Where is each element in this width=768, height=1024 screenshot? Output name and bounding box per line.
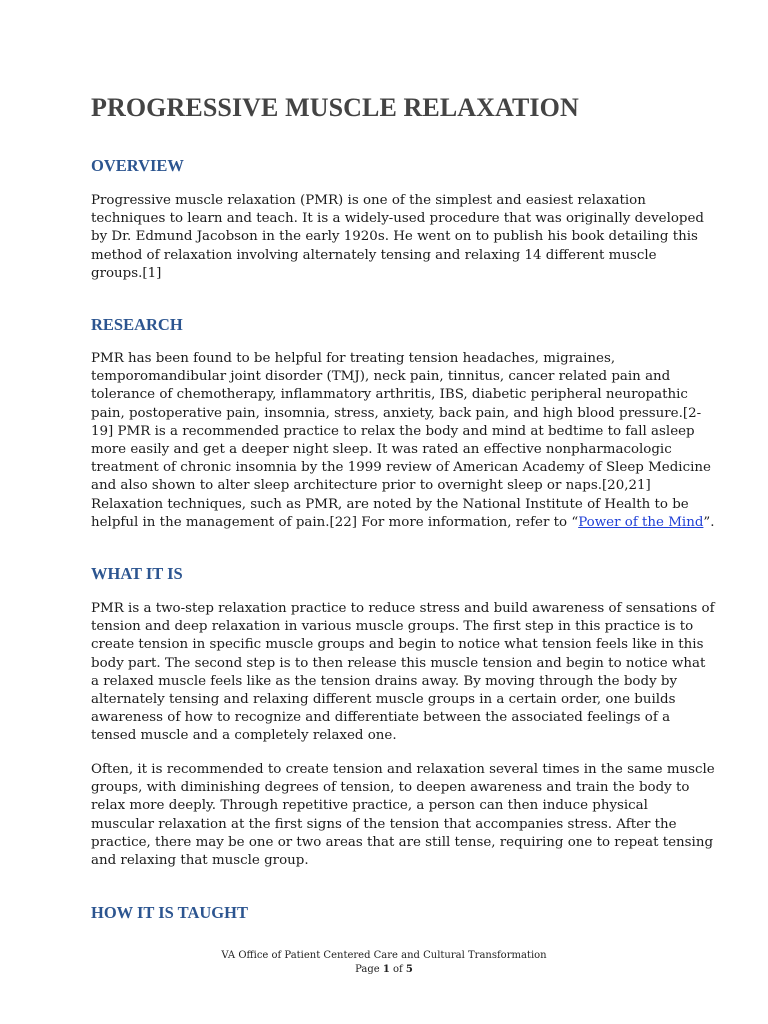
text-line: PMR has been found to be helpful for treating tension headaches, migraines, (91, 351, 616, 366)
text-line: treatment of chronic insomnia by the 1999 review of American Academy of Sleep Medicine (91, 460, 711, 476)
research-heading: RESEARCH (91, 315, 183, 334)
text-line: and also shown to alter sleep architecture prior to overnight sleep or naps.[20,21] (91, 478, 651, 494)
page-total: 5 (405, 964, 413, 975)
text-line: relax more deeply. Through repetitive practice, a person can then induce physical (91, 798, 648, 814)
what-it-is-paragraph-1 (91, 600, 715, 746)
text-line: Often, it is recommended to create tension and relaxation several times in the same muscle (91, 762, 715, 777)
footer-org: VA Office of Patient Centered Care and Cultural Transformation (221, 950, 547, 961)
text-line (91, 514, 715, 532)
page-of-label: of (393, 964, 403, 975)
text-line: body part. The second step is to then release this muscle tension and begin to notice what (91, 655, 706, 671)
text-line: method of relaxation involving alternately tensing and relaxing 14 different muscle (91, 247, 657, 263)
text-line: PMR is a two-step relaxation practice to reduce stress and build awareness of sensations of (91, 601, 715, 616)
power-of-the-mind-link[interactable]: Power of the Mind (578, 514, 704, 530)
overview-paragraph (91, 192, 704, 283)
text-line: tolerance of chemotherapy, inflammatory arthritis, IBS, diabetic peripheral neuropathic (91, 387, 688, 403)
text-fragment: ”. (703, 514, 715, 530)
text-line: awareness of how to recognize and differentiate between the associated feelings of a (91, 710, 671, 726)
overview-heading: OVERVIEW (91, 156, 184, 175)
text-line: muscular relaxation at the first signs of the tension that accompanies stress. After the (91, 816, 677, 832)
text-line: groups.[1] (91, 265, 162, 281)
text-line: Progressive muscle relaxation (PMR) is one of the simplest and easiest relaxation (91, 193, 646, 208)
text-line: tension and deep relaxation in various muscle groups. The first step in this practice is to (91, 619, 694, 635)
footer-page-number (0, 964, 768, 975)
text-line: 19] PMR is a recommended practice to relax the body and mind at bedtime to fall asleep (91, 423, 695, 439)
text-line: tensed muscle and a completely relaxed one. (91, 728, 397, 744)
text-line: and relaxing that muscle group. (91, 853, 309, 869)
what-it-is-heading: WHAT IT IS (91, 564, 183, 583)
page-title: PROGRESSIVE MUSCLE RELAXATION (91, 93, 579, 122)
text-line: more easily and get a deeper night sleep. It was rated an effective nonpharmacologic (91, 442, 672, 458)
text-line: alternately tensing and relaxing different muscle groups in a certain order, one builds (91, 692, 676, 708)
text-line: pain, postoperative pain, insomnia, stress, anxiety, back pain, and high blood pressure.[2- (91, 405, 702, 421)
research-paragraph (91, 350, 715, 532)
text-line: Relaxation techniques, such as PMR, are noted by the National Institute of Health to be (91, 496, 689, 512)
page-current: 1 (382, 964, 390, 975)
text-fragment: helpful in the management of pain.[22] For more information, refer to “ (91, 514, 579, 530)
text-line: groups, with diminishing degrees of tension, to deepen awareness and train the body to (91, 780, 690, 796)
text-line: techniques to learn and teach. It is a widely-used procedure that was originally developed (91, 211, 704, 227)
how-it-is-taught-heading: HOW IT IS TAUGHT (91, 903, 248, 922)
text-line: practice, there may be one or two areas that are still tense, requiring one to repeat tensing (91, 834, 714, 850)
text-line: temporomandibular joint disorder (TMJ), neck pain, tinnitus, cancer related pain and (91, 369, 671, 385)
text-line: create tension in specific muscle groups and begin to notice what tension feels like in this (91, 637, 704, 653)
text-line: a relaxed muscle feels like as the tension drains away. By moving through the body by (91, 673, 678, 689)
what-it-is-paragraph-2 (91, 761, 715, 870)
page-label: Page (355, 964, 380, 975)
text-line: by Dr. Edmund Jacobson in the early 1920s. He went on to publish his book detailing this (91, 229, 698, 245)
